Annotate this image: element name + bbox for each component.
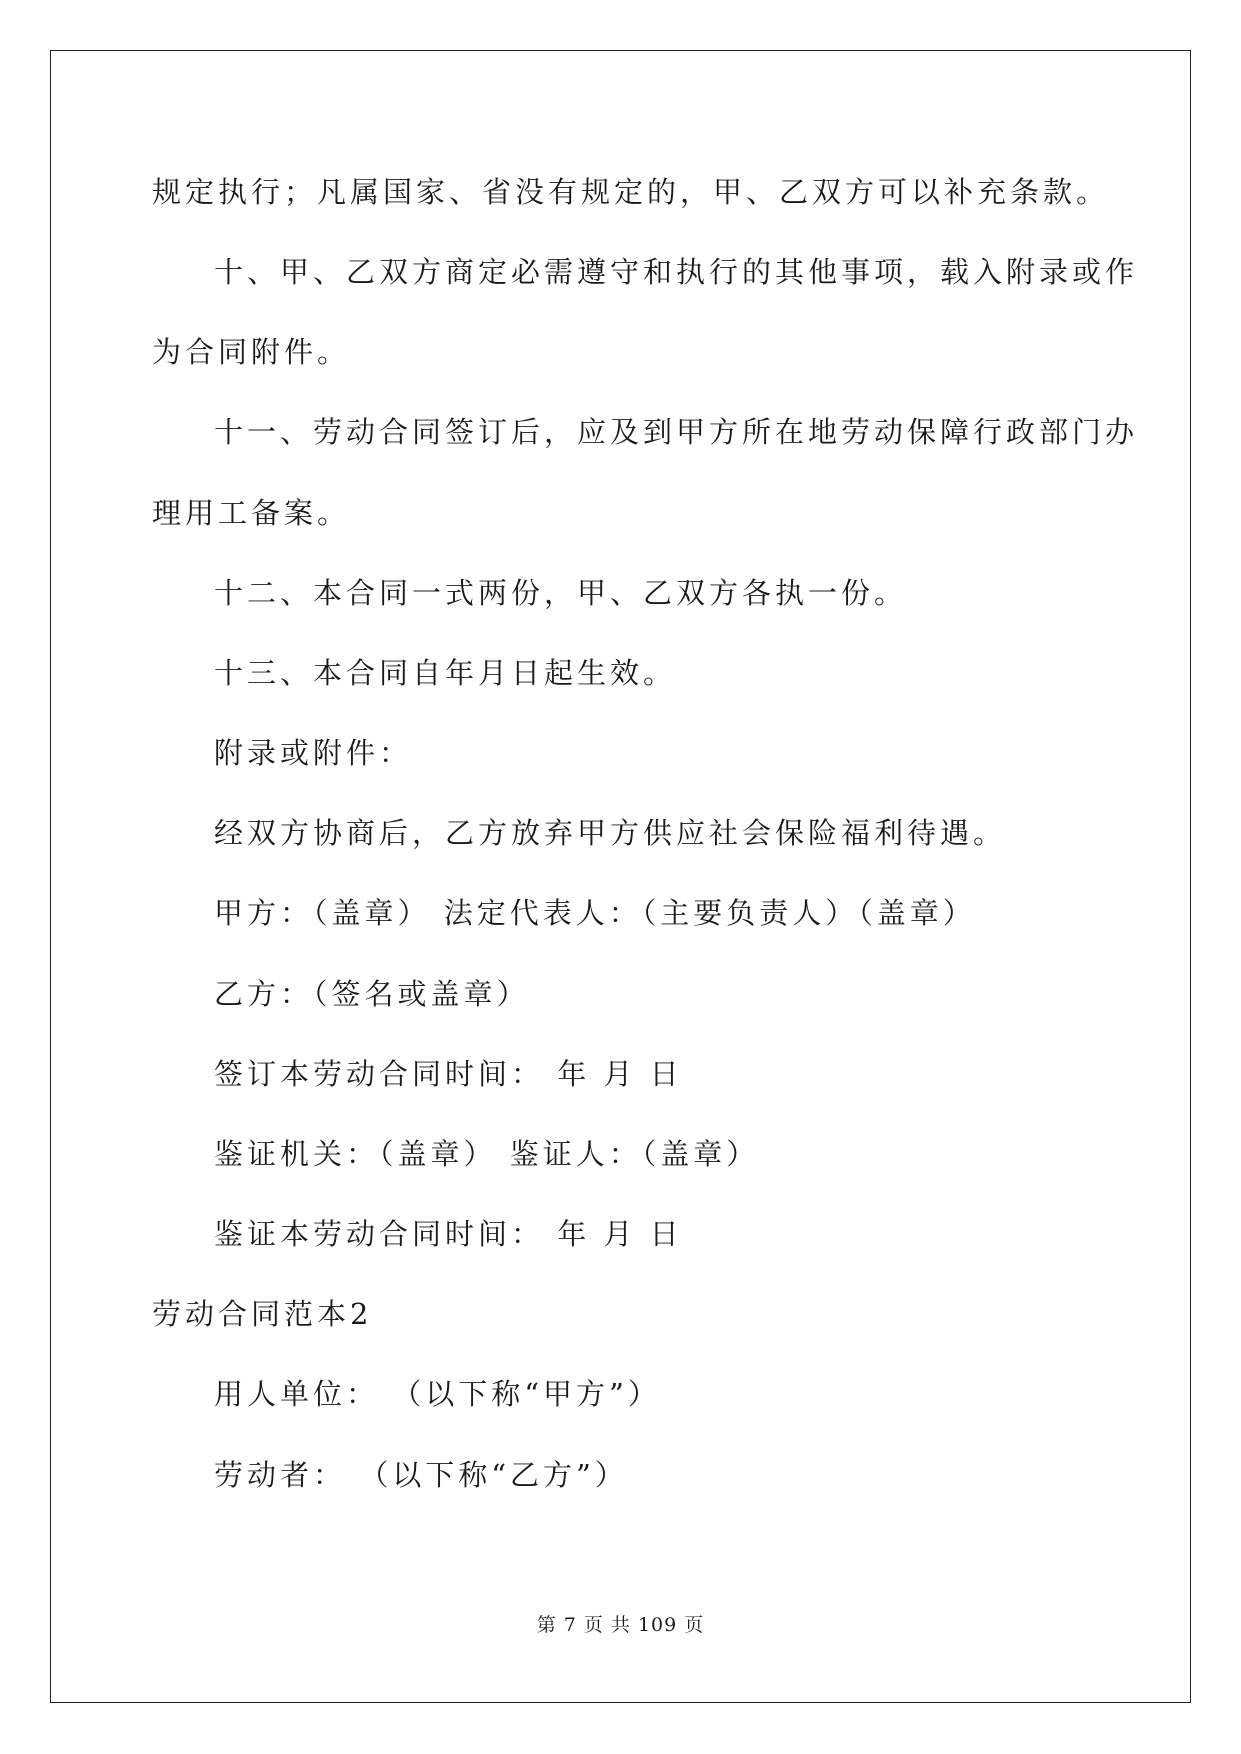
text-line: 十二、本合同一式两份，甲、乙双方各执一份。 — [214, 576, 908, 610]
section-heading: 劳动合同范本2 — [152, 1297, 373, 1331]
text-line: 劳动者： （以下称“乙方”） — [214, 1458, 628, 1492]
text-line: 签订本劳动合同时间： 年 月 日 — [214, 1057, 683, 1091]
text-line: 十三、本合同自年月日起生效。 — [214, 656, 677, 690]
text-line: 规定执行；凡属国家、省没有规定的，甲、乙双方可以补充条款。 — [152, 175, 1110, 209]
text-line: 乙方：（签名或盖章） — [214, 977, 530, 1011]
page-number-footer: 第 7 页 共 109 页 — [536, 1614, 705, 1636]
text-line: 附录或附件： — [214, 736, 413, 770]
text-line: 鉴证本劳动合同时间： 年 月 日 — [214, 1217, 683, 1251]
text-line: 甲方：（盖章） 法定代表人：（主要负责人）（盖章） — [214, 896, 976, 930]
text-line: 鉴证机关：（盖章） 鉴证人：（盖章） — [214, 1137, 760, 1171]
text-line: 十、甲、乙双方商定必需遵守和执行的其他事项，载入附录或作 — [214, 255, 1139, 289]
text-line: 理用工备案。 — [152, 496, 351, 530]
text-line: 用人单位： （以下称“甲方”） — [214, 1377, 661, 1411]
text-line: 为合同附件。 — [152, 335, 351, 369]
text-line: 十一、劳动合同签订后，应及到甲方所在地劳动保障行政部门办 — [214, 415, 1139, 449]
text-line: 经双方协商后，乙方放弃甲方供应社会保险福利待遇。 — [214, 816, 1007, 850]
